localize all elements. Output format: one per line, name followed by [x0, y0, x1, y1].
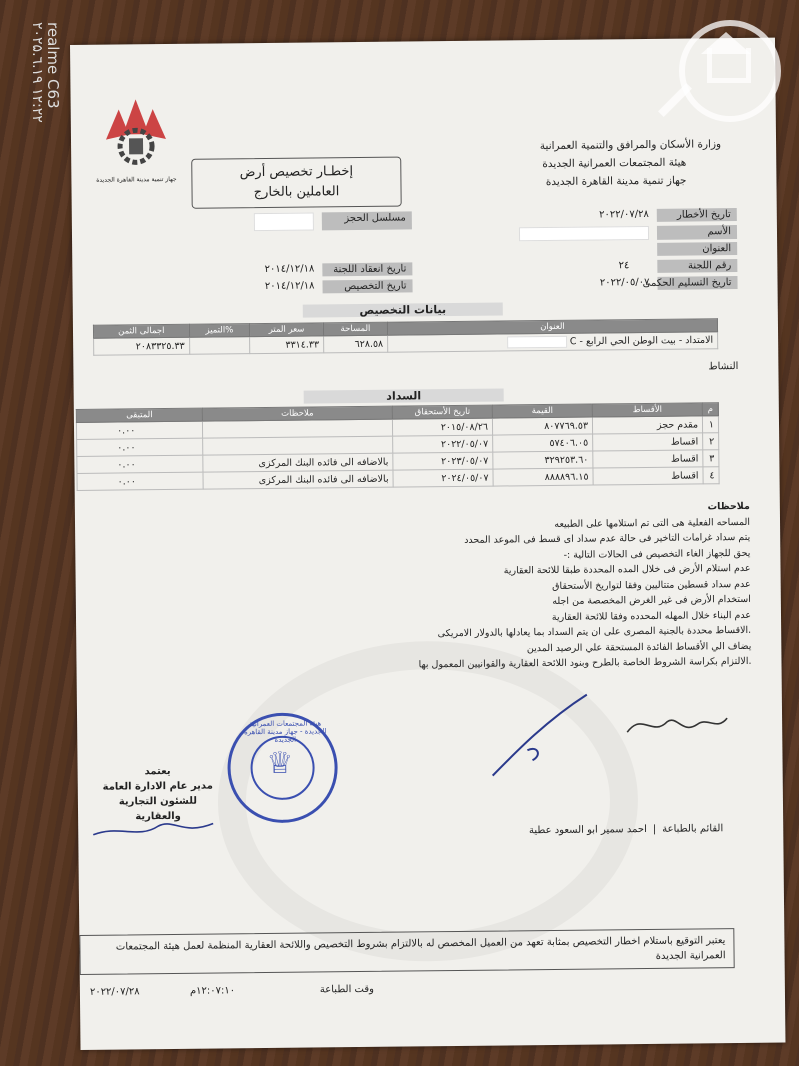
printer-row: القائم بالطباعة | احمد سمير ابو السعود عطية [528, 823, 724, 837]
payment-cell: ٨٨٨٨٩٦.١٥ [493, 468, 593, 486]
payment-cell [203, 436, 393, 455]
notice-date-label: تاريخ الأخطار [657, 208, 737, 222]
allocation-date-label: تاريخ التخصيص [322, 279, 412, 293]
allocation-area: ٦٢٨.٥٨ [323, 335, 387, 353]
eagle-icon: ♕ [266, 745, 294, 781]
note-item: عدم استلام الأرض فى خلال المده المحددة طبقا للائحة العقارية [503, 562, 751, 577]
payment-cell: ٣ [703, 450, 719, 467]
note-item: .الاقساط محددة بالجنية المصرى على ان يتم السداد بما يعادلها بالدولار الامريكى [437, 624, 752, 640]
allocation-address [388, 332, 718, 352]
payment-cell: ٠.٠٠ [77, 455, 203, 473]
address-label: العنوان [657, 242, 737, 256]
footer-statement: يعتبر التوقيع باستلام اخطار التخصيص بمثابة تعهد من العميل المخصص له بالالتزام بشروط التخصيص واللائحة العقارية المنظمة لعمل هيئة المجتمعات العمرانية الجديدة [115, 935, 726, 962]
print-date: ٢٠٢٢/٠٧/٢٨ [89, 986, 140, 998]
footer-statement-box [79, 928, 734, 975]
print-time-label: وقت الطباعة [319, 983, 374, 996]
payment-cell: اقساط [593, 433, 703, 451]
allocation-premium [189, 337, 250, 355]
allocation-date-row [265, 279, 413, 294]
payment-cell: ٤ [703, 467, 719, 484]
committee-date-row [265, 262, 413, 277]
committee-date-label: تاريخ انعقاد اللجنة [322, 262, 412, 276]
payment-header-value: القيمة [492, 404, 592, 418]
agency-name: جهاز تنمية مدينة القاهرة الجديدة [545, 174, 687, 189]
payment-cell: ٢٠٢٢/٠٥/٠٧ [393, 435, 493, 453]
note-item: المساحه الفعلية هى التى تم استلامها على الطبيعه [554, 516, 751, 530]
payment-cell: ٢ [703, 433, 719, 450]
payment-cell: ٥٧٤٠٦.٠٥ [493, 434, 593, 452]
payment-cell: اقساط [593, 450, 703, 468]
director-title: مدير عام الادارة العامة للشئون التجارية والعقارية [102, 780, 213, 823]
payment-cell: ٨٠٧٧٦٩.٥٣ [492, 417, 592, 435]
payment-cell: ٠.٠٠ [76, 421, 202, 439]
notice-date-value: ٢٠٢٢/٠٧/٢٨ [599, 208, 649, 221]
payment-header-no: م [702, 403, 718, 416]
committee-no-value: ٢٤ [618, 260, 630, 272]
delivery-date-label: تاريخ التسليم الحكمى [657, 276, 737, 290]
printer-label: القائم بالطباعة [662, 823, 724, 835]
allocation-header-area: المساحة [323, 322, 387, 336]
payment-cell: اقساط [593, 467, 703, 485]
payment-header-remaining: المتبقى [76, 408, 202, 422]
name-row [519, 225, 737, 241]
note-item: يتم سداد غرامات التاخير فى حالة عدم سداد اى قسط فى الموعد المحدد [464, 531, 751, 546]
ministry-name: وزارة الأسكان والمرافق والتنمية العمرانية [539, 138, 722, 153]
payment-cell: ١ [702, 416, 718, 433]
notes-section [417, 501, 752, 675]
camera-datetime: ۲۰۲۵.٦.۱۹ ۱۲:۲۲ [29, 22, 45, 123]
allocation-header-premium: %التميز [189, 324, 250, 338]
booking-serial-redacted [254, 212, 314, 231]
logo-caption: جهاز تنمية مدينة القاهرة الجديدة [96, 175, 177, 184]
signature-scribble [487, 690, 598, 781]
payment-cell: ٢٠٢٤/٠٥/٠٧ [393, 469, 493, 487]
stamp-text: هيئة المجتمعات العمرانية الجديدة - جهاز مدينة القاهرة الجديدة [244, 719, 327, 744]
note-item: يضاف الي الأقساط الفائدة المستحقة علي الرصيد المدين [526, 640, 752, 654]
booking-serial-label: مسلسل الحجز [322, 211, 412, 230]
notice-subtitle: العاملين بالخارج [253, 184, 340, 201]
committee-date-value: ٢٠١٤/١٢/١٨ [264, 263, 315, 275]
home-search-icon [679, 20, 781, 122]
notice-date-row [427, 208, 737, 224]
payment-cell: ٣٢٩٢٥٣.٦٠ [493, 451, 593, 469]
payment-cell: ٠.٠٠ [77, 438, 203, 456]
handwritten-signature [622, 706, 732, 742]
authority-logo [101, 94, 172, 175]
committee-no-label: رقم اللجنة [657, 259, 737, 273]
payment-cell: ٠.٠٠ [77, 472, 203, 490]
allocation-header-total: اجمالى الثمن [93, 324, 189, 338]
note-item: عدم البناء خلال المهله المحدده وفقا للائحة العقارية [551, 609, 752, 623]
approval-label: يعتمد [144, 765, 171, 778]
payment-table [76, 402, 720, 491]
allocation-total: ٢٠٨٣٣٢٥.٣٣ [94, 337, 190, 355]
name-label: الأسم [657, 225, 737, 240]
delivery-date-value: ٢٠٢٢/٠٥/٠٧ [599, 276, 650, 289]
note-item: .الالتزام بكراسة الشروط الخاصة بالطرح وبنود اللائحة العقارية والقوانيين المعمول بها [418, 655, 752, 671]
home-body [707, 48, 751, 83]
note-item: استخدام الأرض فى غير الغرض المخصصة من اجله [552, 593, 751, 607]
notice-title-box [191, 157, 402, 209]
note-item: يحق للجهاز الغاء التخصيص فى الحالات التالية :- [563, 547, 751, 561]
payment-cell: بالاضافه الى فائده البنك المركزى [203, 470, 393, 489]
note-item: عدم سداد قسطين متتاليين وفقا لتواريخ الأستحقاق [552, 578, 751, 592]
authority-name: هيئة المجتمعات العمرانية الجديدة [542, 156, 687, 171]
delivery-date-row [600, 276, 738, 290]
print-time: ١٢:٠٧:١٠م [189, 985, 236, 997]
allocation-header-price: سعر المتر [250, 323, 324, 337]
camera-brand: realme C63 [44, 22, 62, 109]
allocation-header-address: العنوان [387, 319, 717, 335]
notice-title: إخطـار تخصيص أرض [239, 164, 354, 181]
payment-cell: بالاضافه الى فائده البنك المركزى [203, 453, 393, 472]
payment-section-title: السداد [304, 388, 504, 403]
name-redacted [519, 226, 649, 241]
allocation-table [93, 318, 718, 356]
camera-watermark [44, 22, 62, 109]
allocation-section-title: بيانات التخصيص [303, 302, 503, 317]
payment-header-notes: ملاحظات [202, 406, 392, 421]
payment-header-installment: الأقساط [592, 403, 702, 417]
notes-title: ملاحظات [707, 500, 750, 513]
allocation-notice-document [70, 38, 785, 1050]
activity-label: النشاط [708, 361, 739, 373]
payment-cell: ٢٠١٥/٠٨/٢٦ [392, 418, 492, 436]
address-row [657, 242, 737, 256]
allocation-date-value: ٢٠١٤/١٢/١٨ [264, 280, 315, 292]
payment-cell: مقدم حجز [592, 416, 702, 434]
allocation-address-redacted [507, 336, 567, 349]
director-signature [88, 813, 218, 844]
official-stamp [227, 712, 338, 823]
committee-no-row [619, 259, 738, 273]
payment-cell [202, 419, 392, 438]
allocation-address-text: الامتداد - بيت الوطن الحي الرابع - C [569, 334, 714, 348]
payment-cell: ٢٠٢٣/٠٥/٠٧ [393, 452, 493, 470]
payment-header-due-date: تاريخ الأستحقاق [392, 405, 492, 419]
printer-name: احمد سمير ابو السعود عطية [528, 824, 647, 837]
allocation-price: ٣٣١٤.٣٣ [250, 336, 324, 354]
booking-serial-row [254, 211, 412, 231]
